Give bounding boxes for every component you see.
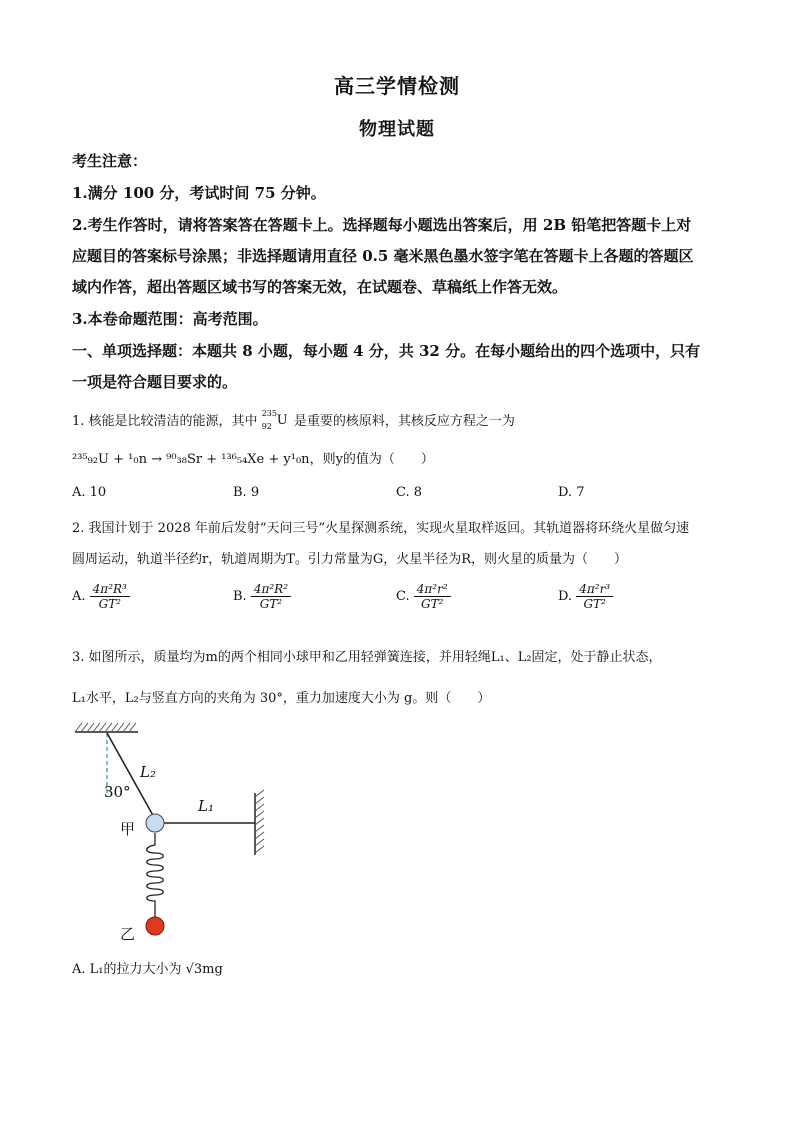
question-1-text-b: 是重要的核原料，其核反应方程之一为 (293, 414, 515, 429)
notice-item-2-line-3: 域内作答，超出答题区域书写的答案无效，在试题卷、草稿纸上作答无效。 (72, 278, 568, 296)
wall-hatch (255, 790, 264, 855)
notice-item-1: 1.满分 100 分，考试时间 75 分钟。 (72, 184, 326, 202)
spring (147, 833, 164, 917)
question-1-option-c: C. 8 (396, 485, 423, 500)
ball-jia (146, 814, 164, 832)
ball-yi (146, 917, 164, 935)
subject-title: 物理试题 (359, 119, 435, 140)
question-1-line-2 (72, 448, 732, 467)
question-1-option-d: D. 7 (558, 485, 585, 500)
option-d-denominator: GT² (583, 597, 606, 611)
question-2-option-c (396, 582, 451, 611)
option-a-denominator: GT² (98, 597, 121, 611)
notice-item-3: 3.本卷命题范围：高考范围。 (72, 310, 268, 328)
rope-l1-label: L₁ (198, 797, 214, 815)
option-b-fraction (251, 582, 291, 611)
question-1-line-1 (72, 410, 732, 431)
option-b-label: B. (233, 589, 247, 604)
question-1-option-a: A. 10 (72, 485, 107, 500)
angle-label: 30° (104, 783, 131, 801)
uranium-symbol: U (276, 412, 288, 428)
question-3-option-a: A. L₁的拉力大小为 √3mg (72, 962, 223, 977)
option-b-denominator: GT² (259, 597, 283, 611)
nuclear-equation: ²³⁵₉₂U + ¹₀n → ⁹⁰₃₈Sr + ¹³⁶₅₄Xe + y¹₀n (72, 452, 310, 467)
uranium-nuclide (261, 408, 290, 431)
notice-heading: 考生注意： (72, 152, 148, 170)
notice-item-2-line-1: 2.考生作答时，请将答案答在答题卡上。选择题每小题选出答案后，用 2B 铅笔把答题卡上对 (72, 216, 692, 234)
option-c-fraction (414, 582, 451, 611)
option-a-numerator: 4π²R³ (90, 582, 130, 597)
option-a-label: A. (72, 589, 86, 604)
ball-yi-label: 乙 (120, 925, 136, 943)
notice-item-2-line-2: 应题目的答案标号涂黑；非选择题请用直径 0.5 毫米黑色墨水签字笔在答题卡上各题的答题区 (72, 247, 694, 265)
uranium-charge-number: 92 (261, 421, 272, 431)
option-b-numerator: 4π²R² (251, 582, 291, 597)
option-d-fraction (576, 582, 613, 611)
option-d-numerator: 4π²r³ (576, 582, 613, 597)
section-1-line-2: 一项是符合题目要求的。 (72, 373, 238, 391)
question-2-option-b (233, 582, 291, 611)
question-2-line-2: 圆周运动，轨道半径约r，轨道周期为T。引力常量为G，火星半径为R，则火星的质量为（ ） (72, 552, 628, 567)
option-c-denominator: GT² (421, 597, 444, 611)
option-a-fraction (90, 582, 130, 611)
rope-l2-label: L₂ (140, 763, 156, 781)
option-c-label: C. (396, 589, 410, 604)
question-3-line-1: 3. 如图所示，质量均为m的两个相同小球甲和乙用轻弹簧连接，并用轻绳L₁、L₂固定，处于静止状态， (72, 650, 662, 665)
exam-title: 高三学情检测 (334, 74, 460, 98)
question-1-option-b: B. 9 (233, 485, 260, 500)
uranium-mass-number: 235 (261, 408, 277, 418)
ceiling-hatch (75, 723, 138, 732)
section-1-line-1: 一、单项选择题：本题共 8 小题，每小题 4 分，共 32 分。在每小题给出的四个选项中，只有 (72, 342, 701, 360)
ball-jia-label: 甲 (120, 820, 136, 838)
question-1-text-c: ，则y的值为（ ） (309, 452, 434, 467)
question-2-option-a (72, 582, 130, 611)
question-3-figure (60, 715, 290, 950)
question-2-option-d (558, 582, 613, 611)
question-1-text-a: 1. 核能是比较清洁的能源，其中 (72, 414, 258, 429)
option-c-numerator: 4π²r² (414, 582, 451, 597)
question-3-line-2: L₁水平，L₂与竖直方向的夹角为 30°，重力加速度大小为 g。则（ ） (72, 691, 491, 706)
option-d-label: D. (558, 589, 573, 604)
question-2-line-1: 2. 我国计划于 2028 年前后发射“天问三号”火星探测系统，实现火星取样返回。其轨道器将环绕火星做匀速 (72, 521, 690, 536)
